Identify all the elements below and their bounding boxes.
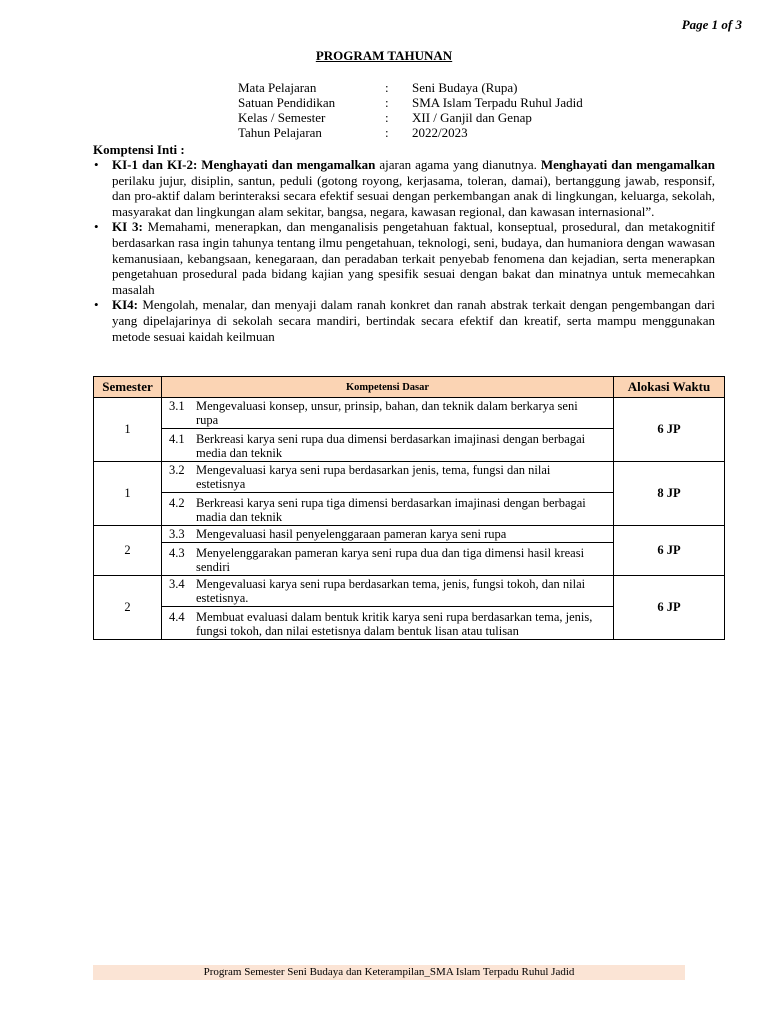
kd-number: 3.3 bbox=[169, 527, 185, 541]
header-kompetensi-dasar: Kompetensi Dasar bbox=[162, 377, 614, 398]
header-alokasi-waktu: Alokasi Waktu bbox=[614, 377, 725, 398]
kd-number: 3.4 bbox=[169, 577, 185, 591]
info-value: 2022/2023 bbox=[412, 125, 468, 140]
info-value: XII / Ganjil dan Genap bbox=[412, 110, 532, 125]
semester-cell: 2 bbox=[94, 526, 162, 576]
kd-text: Mengevaluasi hasil penyelenggaraan pameran karya seni rupa bbox=[196, 527, 507, 541]
kd-text: Membuat evaluasi dalam bentuk kritik karya seni rupa berdasarkan tema, jenis, fungsi tokoh, dan nilai estetisnya dalam bentuk lisan atau tulisan bbox=[196, 610, 593, 638]
ki-emphasis: Menghayati dan mengamalkan bbox=[201, 157, 376, 172]
info-row-class bbox=[238, 110, 583, 125]
info-row-year bbox=[238, 125, 583, 140]
alokasi-cell: 6 JP bbox=[614, 526, 725, 576]
kd-item bbox=[162, 398, 613, 428]
ki-item-3 bbox=[93, 219, 715, 297]
ki-body: Memahami, menerapkan, dan menganalisis pengetahuan faktual, konseptual, prosedural, dan metakognitif berdasarkan rasa ingin tahunya tentang ilmu pengetahuan, teknologi, seni, budaya, dan humaniora dengan wawasan kemanusiaan, kebangsaan, kenegaraan, dan peradaban terkait penyebab fenomena dan kejadian, serta menerapkan pengetahuan prosedural pada bidang kajian yang spesifik sesuai dengan bakat dan minatnya untuk memecahkan masalah bbox=[112, 219, 716, 297]
kd-item bbox=[162, 462, 613, 492]
semester-cell: 2 bbox=[94, 576, 162, 640]
page-footer: Program Semester Seni Budaya dan Keterampilan_SMA Islam Terpadu Ruhul Jadid bbox=[93, 965, 685, 980]
info-colon: : bbox=[385, 80, 389, 95]
ki-label: KI4: bbox=[112, 297, 138, 313]
info-label: Kelas / Semester bbox=[238, 110, 326, 125]
kd-text: Berkreasi karya seni rupa dua dimensi berdasarkan imajinasi dengan berbagai media dan teknik bbox=[196, 432, 586, 460]
bullet-icon: • bbox=[94, 157, 99, 172]
info-label: Satuan Pendidikan bbox=[238, 95, 336, 110]
kd-text: Mengevaluasi konsep, unsur, prinsip, bahan, dan teknik dalam berkarya seni rupa bbox=[196, 399, 578, 427]
kd-text: Menyelenggarakan pameran karya seni rupa dua dan tiga dimensi hasil kreasi sendiri bbox=[196, 546, 585, 574]
kd-text: Berkreasi karya seni rupa tiga dimensi berdasarkan imajinasi dengan berbagai madia dan teknik bbox=[196, 496, 586, 524]
ki-item-1-2 bbox=[93, 157, 715, 219]
info-colon: : bbox=[385, 110, 389, 125]
kd-item bbox=[162, 428, 613, 461]
kd-number: 4.1 bbox=[169, 432, 185, 446]
ki-body: Mengolah, menalar, dan menyaji dalam ranah konkret dan ranah abstrak terkait dengan pengembangan dari yang dipelajarinya di sekolah secara mandiri, bertindak secara efektif dan kreatif, serta mampu menggunakan metode sesuai kaidah keilmuan bbox=[112, 297, 715, 344]
ki-body: ajaran agama yang dianutnya. bbox=[375, 157, 541, 172]
table-header-row bbox=[94, 377, 725, 398]
ki-list bbox=[93, 157, 715, 344]
semester-cell: 1 bbox=[94, 398, 162, 462]
table-row bbox=[94, 462, 725, 526]
kd-item bbox=[162, 526, 613, 542]
table-row bbox=[94, 526, 725, 576]
kd-number: 3.1 bbox=[169, 399, 185, 413]
info-value: Seni Budaya (Rupa) bbox=[412, 80, 518, 95]
kd-number: 3.2 bbox=[169, 463, 185, 477]
info-row-school bbox=[238, 95, 583, 110]
kd-number: 4.3 bbox=[169, 546, 185, 560]
alokasi-cell: 6 JP bbox=[614, 576, 725, 640]
bullet-icon: • bbox=[94, 219, 99, 235]
kd-item bbox=[162, 542, 613, 575]
kd-text: Mengevaluasi karya seni rupa berdasarkan jenis, tema, fungsi dan nilai estetisnya bbox=[196, 463, 551, 491]
info-label: Tahun Pelajaran bbox=[238, 125, 322, 140]
kd-cell bbox=[162, 398, 614, 462]
subject-info bbox=[238, 80, 583, 140]
kd-cell bbox=[162, 576, 614, 640]
info-value: SMA Islam Terpadu Ruhul Jadid bbox=[412, 95, 583, 110]
ki-body: perilaku jujur, disiplin, santun, peduli (gotong royong, kerjasama, toleran, damai), bertanggung jawab, responsif, dan pro-aktif dalam berinteraksi secara efektif sesuai dengan perkembangan anak di lingkungan, keluarga, sekolah, masyarakat dan lingkungan alam sekitar, bangsa, negara, kawasan regional, dan kawasan internasional”. bbox=[112, 172, 715, 219]
info-row-subject bbox=[238, 80, 583, 95]
ki-text bbox=[112, 297, 715, 344]
kd-number: 4.4 bbox=[169, 610, 185, 624]
ki-heading: Komptensi Inti : bbox=[93, 142, 185, 157]
table-row bbox=[94, 398, 725, 462]
kd-cell bbox=[162, 526, 614, 576]
semester-cell: 1 bbox=[94, 462, 162, 526]
kd-item bbox=[162, 606, 613, 639]
ki-label: KI 3: bbox=[112, 219, 143, 235]
ki-label: KI-1 dan KI-2: bbox=[112, 157, 198, 172]
ki-text bbox=[112, 219, 715, 297]
info-colon: : bbox=[385, 95, 389, 110]
kd-item bbox=[162, 492, 613, 525]
page-number: Page 1 of 3 bbox=[681, 17, 742, 32]
bullet-icon: • bbox=[94, 297, 99, 313]
ki-item-4 bbox=[93, 297, 715, 344]
page-title: PROGRAM TAHUNAN bbox=[315, 48, 453, 63]
ki-text bbox=[112, 157, 715, 219]
header-semester: Semester bbox=[94, 377, 162, 398]
info-label: Mata Pelajaran bbox=[238, 80, 317, 95]
info-colon: : bbox=[385, 125, 389, 140]
ki-emphasis: Menghayati dan mengamalkan bbox=[540, 157, 715, 172]
kd-cell bbox=[162, 462, 614, 526]
kd-item bbox=[162, 576, 613, 606]
kd-text: Mengevaluasi karya seni rupa berdasarkan tema, jenis, fungsi tokoh, dan nilai estetisnya. bbox=[196, 577, 586, 605]
kd-number: 4.2 bbox=[169, 496, 185, 510]
table-row bbox=[94, 576, 725, 640]
kd-table bbox=[93, 376, 725, 640]
alokasi-cell: 8 JP bbox=[614, 462, 725, 526]
alokasi-cell: 6 JP bbox=[614, 398, 725, 462]
